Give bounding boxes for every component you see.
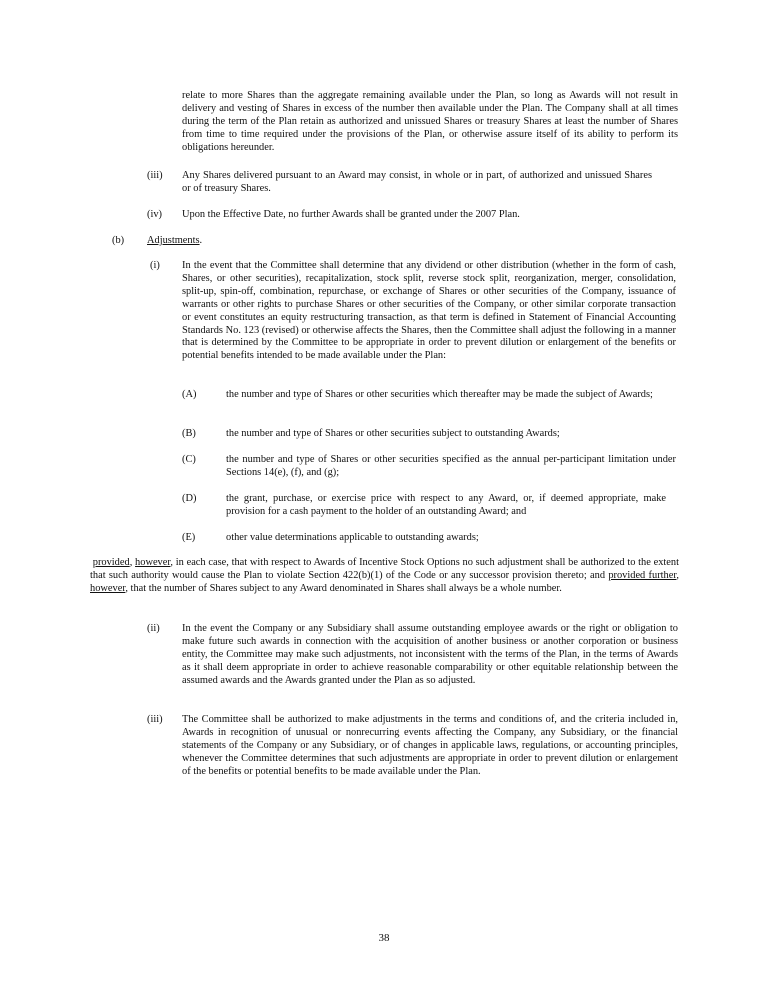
subitem-a-label: (A) bbox=[182, 389, 197, 400]
subitem-c-text-underlined: g bbox=[327, 466, 333, 478]
section-b-heading-text: Adjustments bbox=[147, 235, 200, 246]
proviso-provided: provided bbox=[92, 557, 130, 568]
subitem-c-text-before: the number and type of Shares or other securities specified as the annual per-participant limitation under Sections 14(e), (f), and ( bbox=[226, 454, 676, 478]
subitem-d-text: the grant, purchase, or exercise price with respect to any Award, or, if deemed appropriate, make provision for a cash payment to the holder of an outstanding Award; and bbox=[226, 493, 666, 517]
proviso-however-2: however bbox=[90, 582, 126, 594]
item-b-iii-label: (iii) bbox=[147, 714, 163, 725]
subitem-b-text: the number and type of Shares or other securities subject to outstanding Awards; bbox=[226, 428, 560, 439]
section-b-heading bbox=[147, 235, 202, 248]
subitem-d-label: (D) bbox=[182, 493, 197, 504]
proviso-text-2: , in each case, that with respect to Awards of Incentive Stock Options no such adjustment shall be authorized to the extent that such authority would cause the Plan to violate Section 422(b)(1) of the Code or any successor provision thereto; and bbox=[90, 557, 679, 581]
item-b-iii-text: The Committee shall be authorized to make adjustments in the terms and conditions of, and the criteria included in, Awards in recognition of unusual or nonrecurring events affecting the Company, any Subsidiary, or the financial statements of the Company or any Subsidiary, or of changes in applicable laws, regulations, or accounting principles, whenever the Committee determines that such adjustments are appropriate in order to prevent dilution or enlargement of the benefits or potential benefits to be made available under the Plan. bbox=[182, 714, 678, 777]
subitem-e-text: other value determinations applicable to outstanding awards; bbox=[226, 532, 479, 543]
subitem-c-label: (C) bbox=[182, 454, 196, 465]
subitem-b-label: (B) bbox=[182, 428, 196, 439]
subitem-c-text bbox=[226, 454, 676, 480]
item-a-iii-label: (iii) bbox=[147, 170, 163, 181]
item-b-ii-text: In the event the Company or any Subsidiary shall assume outstanding employee awards or the right or obligation to make future such awards in connection with the acquisition of another business or another corporation or business entity, the Committee may make such adjustments, not inconsistent with the terms of the Plan, in the terms of Awards as it shall deem appropriate in order to achieve reasonable comparability or other equitable relationship between the assumed awards and the Awards granted under the Plan as so adjusted. bbox=[182, 623, 678, 686]
subitem-a-text: the number and type of Shares or other securities which thereafter may be made the subject of Awards; bbox=[226, 389, 653, 400]
proviso-text-1: , bbox=[129, 557, 136, 568]
item-a-iii-text: Any Shares delivered pursuant to an Award may consist, in whole or in part, of authorized and unissued Shares or of treasury Shares. bbox=[182, 170, 652, 194]
item-a-iv-label: (iv) bbox=[147, 209, 163, 220]
proviso-paragraph bbox=[90, 557, 679, 596]
proviso-text-3: , bbox=[676, 569, 680, 581]
proviso-text-4: , that the number of Shares subject to any Award denominated in Shares shall always be a whole number. bbox=[125, 582, 562, 594]
page-number: 38 bbox=[378, 932, 390, 944]
item-b-i-text: In the event that the Committee shall determine that any dividend or other distribution (whether in the form of cash, Shares, or other securities), recapitalization, stock split, reverse stock split, reorganization, merger, consolidation, split-up, spin-off, combination, repurchase, or exchange of Shares or other securities of the Company, issuance of warrants or other rights to purchase Shares or other securities of the Company, or other similar corporate transaction or event constitutes an equity restructuring transaction, as that term is defined in Statement of Financial Accounting Standards No. 123 (revised) or otherwise affects the Shares, then the Committee shall adjust the following in a manner that is determined by the Committee to be appropriate in order to prevent dilution or enlargement of the benefits or potential benefits intended to be made available under the Plan: bbox=[182, 260, 676, 362]
proviso-however-1: however bbox=[135, 557, 171, 568]
section-b-heading-suffix: . bbox=[199, 235, 203, 246]
subitem-e-label: (E) bbox=[182, 532, 196, 543]
section-b-label: (b) bbox=[112, 235, 125, 246]
proviso-provided-further: provided further bbox=[608, 569, 677, 581]
subitem-c-text-after: ); bbox=[332, 466, 340, 478]
item-b-ii-label: (ii) bbox=[147, 623, 160, 634]
item-b-i-label: (i) bbox=[150, 260, 160, 271]
continuation-paragraph: relate to more Shares than the aggregate remaining available under the Plan, so long as Awards will not result in delivery and vesting of Shares in excess of the number then available under the Plan. The Company shall at all times during the term of the Plan retain as authorized and unissued Shares or treasury Shares at least the number of Shares from time to time required under the provisions of the Plan, or otherwise assure itself of its ability to perform its obligations hereunder. bbox=[182, 90, 678, 153]
item-a-iv-text: Upon the Effective Date, no further Awards shall be granted under the 2007 Plan. bbox=[182, 209, 520, 220]
